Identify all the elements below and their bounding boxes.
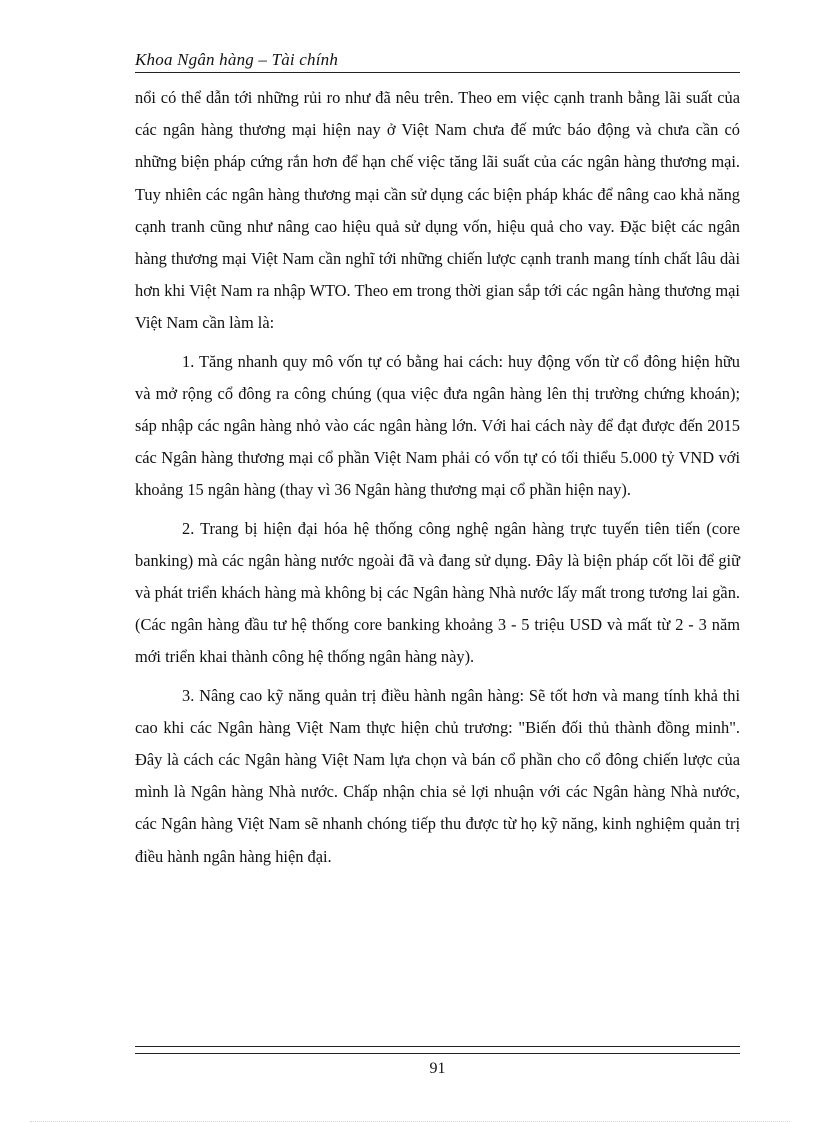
page-header	[135, 48, 740, 73]
paragraph-item-2: 2. Trang bị hiện đại hóa hệ thống công nghệ ngân hàng trực tuyến tiên tiến (core banking) mà các ngân hàng nước ngoài đã và đang sử dụng. Đây là biện pháp cốt lõi để giữ và phát triển khách hàng mà không bị các Ngân hàng Nhà nước lấy mất trong tương lai gần. (Các ngân hàng đầu tư hệ thống core banking khoảng 3 - 5 triệu USD và mất từ 2 - 3 năm mới triển khai thành công hệ thống ngân hàng này).	[135, 518, 740, 667]
paragraph-item-3: 3. Nâng cao kỹ năng quản trị điều hành ngân hàng: Sẽ tốt hơn và mang tính khả thi cao khi các Ngân hàng Việt Nam thực hiện chủ trương: "Biến đối thủ thành đồng minh". Đây là cách các Ngân hàng Việt Nam lựa chọn và bán cổ phần cho cổ đông chiến lược của mình là Ngân hàng Nhà nước. Chấp nhận chia sẻ lợi nhuận với các Ngân hàng Nhà nước, các Ngân hàng Việt Nam sẽ nhanh chóng tiếp thu được từ họ kỹ năng, kinh nghiệm quản trị điều hành ngân hàng hiện đại.	[135, 685, 740, 866]
header-title: Khoa Ngân hàng – Tài chính	[135, 50, 339, 69]
document-body	[135, 82, 740, 873]
paragraph-intro: nổi có thể dẫn tới những rủi ro như đã nêu trên. Theo em việc cạnh tranh bằng lãi suất của các ngân hàng thương mại hiện nay ở Việt Nam chưa đế mức báo động và chưa cần có những biện pháp cứng rắn hơn để hạn chế việc tăng lãi suất của các ngân hàng thương mại. Tuy nhiên các ngân hàng thương mại cần sử dụng các biện pháp khác để nâng cao khả năng cạnh tranh cũng như nâng cao hiệu quả sử dụng vốn, hiệu quả cho vay. Đặc biệt các ngân hàng thương mại Việt Nam cần nghĩ tới những chiến lược cạnh tranh mang tính chất lâu dài hơn khi Việt Nam ra nhập WTO. Theo em trong thời gian sắp tới các ngân hàng thương mại Việt Nam cần làm là:	[135, 88, 740, 333]
footer-double-rule	[135, 1046, 740, 1054]
paragraph-item-1: 1. Tăng nhanh quy mô vốn tự có bằng hai cách: huy động vốn từ cổ đông hiện hữu và mở rộng cổ đông ra công chúng (qua việc đưa ngân hàng lên thị trường chứng khoán); sáp nhập các ngân hàng nhỏ vào các ngân hàng lớn. Với hai cách này để đạt được đến 2015 các Ngân hàng thương mại cổ phần Việt Nam phải có vốn tự có tối thiểu 5.000 tỷ VND với khoảng 15 ngân hàng (thay vì 36 Ngân hàng thương mại cổ phần hiện nay).	[135, 351, 740, 500]
page-number: 91	[429, 1060, 446, 1077]
bottom-dotted-divider	[30, 1121, 790, 1122]
